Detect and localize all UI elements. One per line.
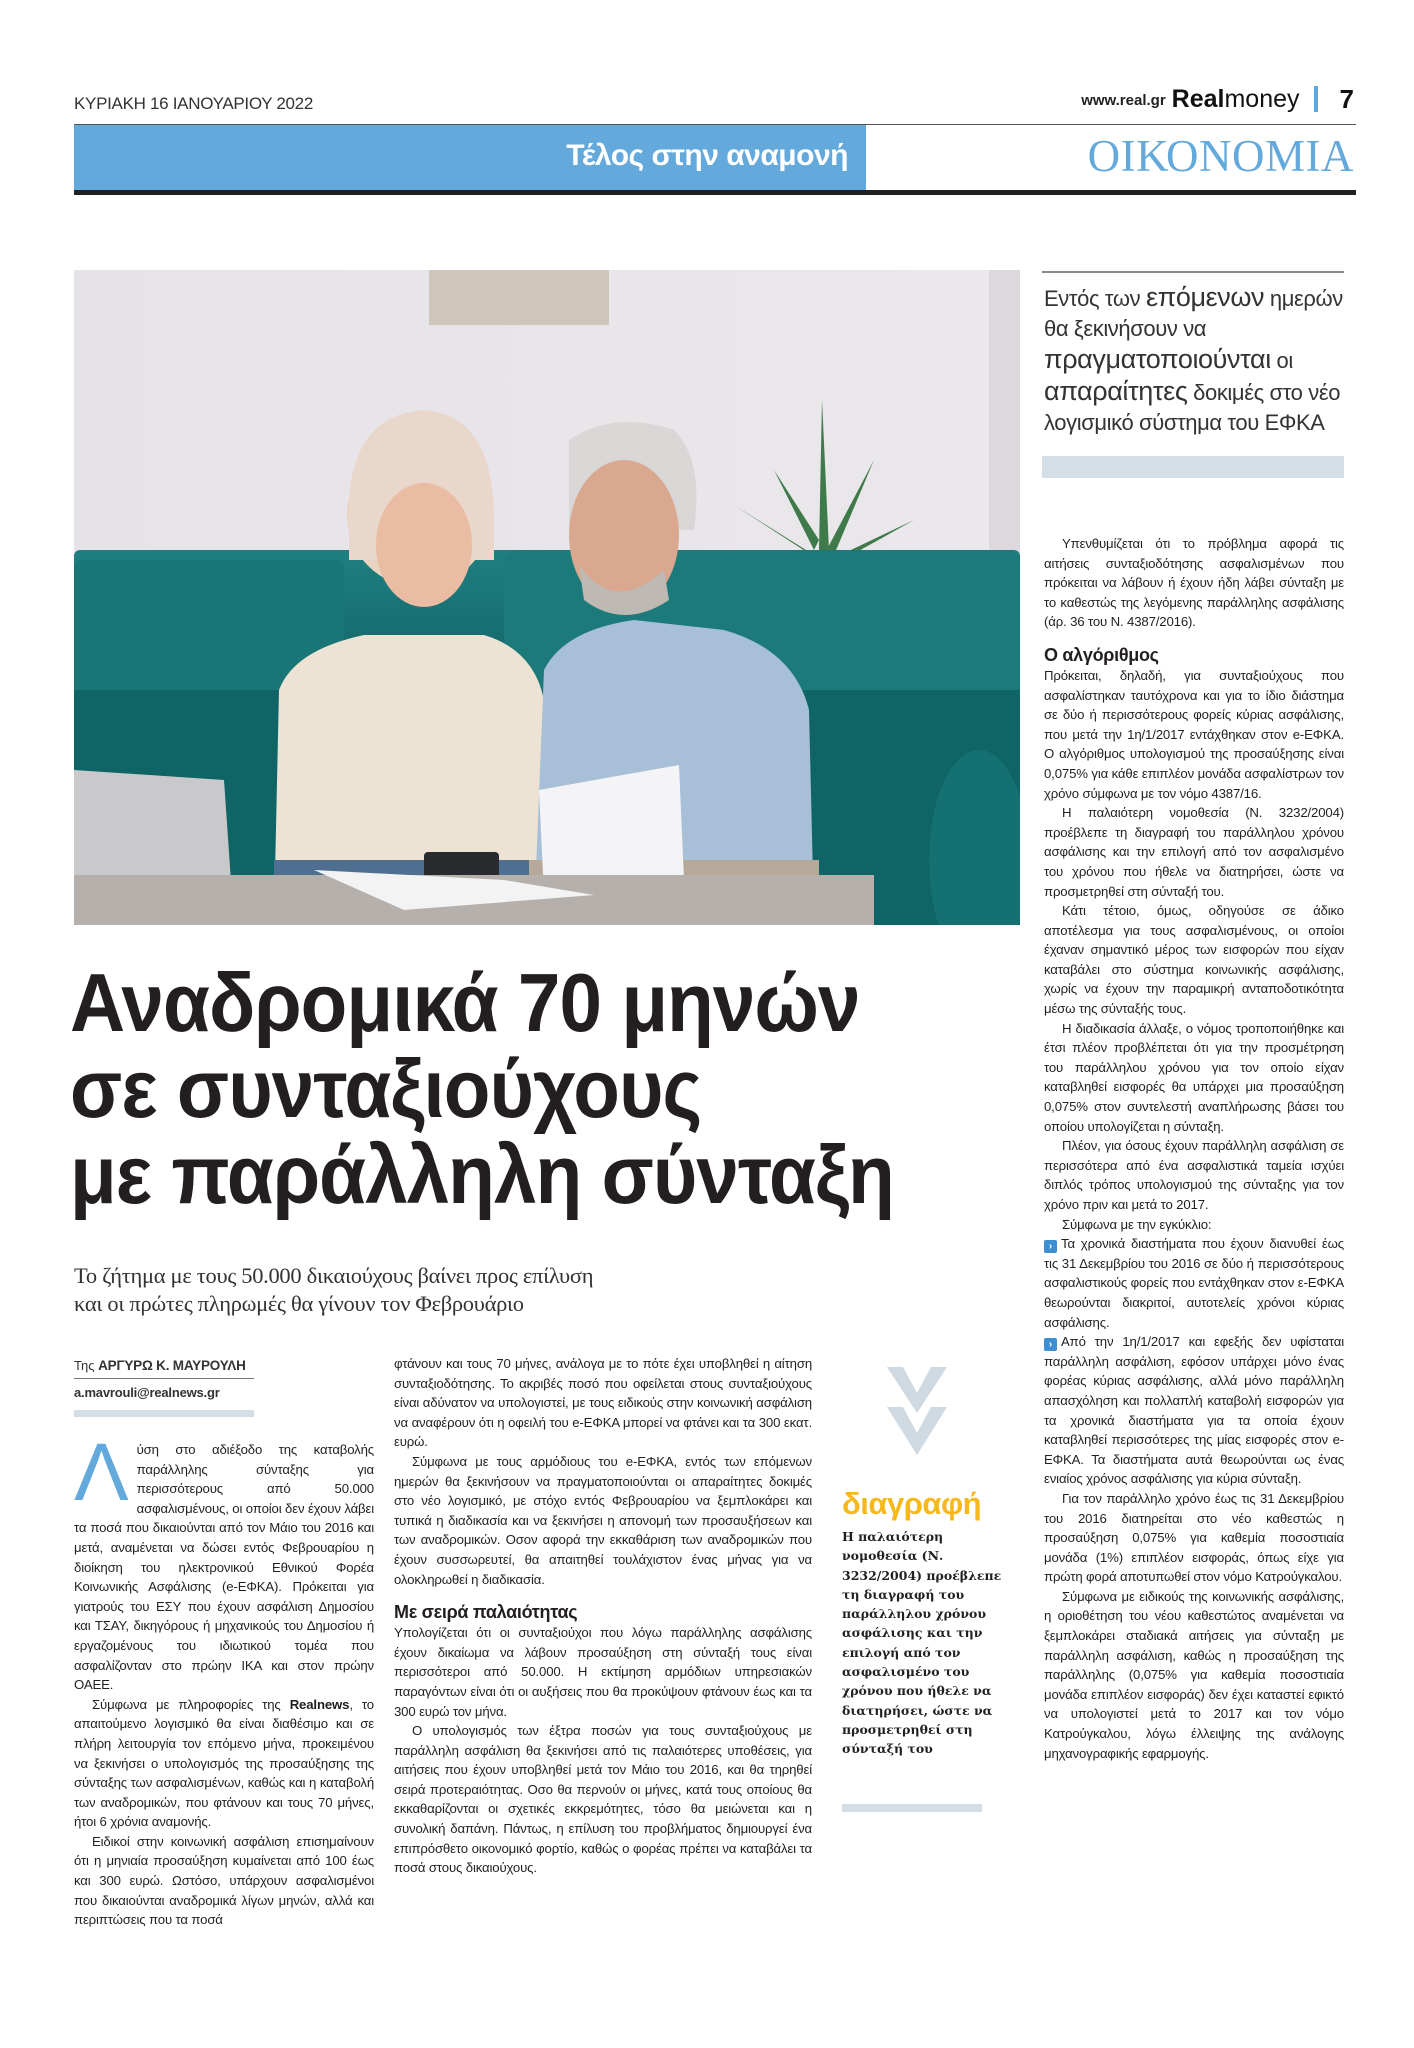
article-headline: Αναδρομικά 70 μηνών σε συνταξιούχους με παράλληλη σύνταξη — [70, 956, 894, 1221]
subheading-seniority: Με σειρά παλαιότητας — [394, 1602, 578, 1623]
bullet-item: › Από την 1η/1/2017 και εφεξής δεν υφίσταται παράλληλη ασφάλιση, εφόσον υπάρχει μόνο ένας φορέας κύριας ασφάλισης, αλλά μόνο παράλληλη απασχόληση και πολλαπλή καταβολή εισφορών για τα χρονικά διαστήματα για τα οποία έχουν καταβληθεί περισσότερες της μίας εισφορές στον e-ΕΦΚΑ. Τα διαστήματα αυτά θεωρούνται ως ένας ενιαίος χρόνος ασφάλισης για κύρια σύνταξη. — [1044, 1334, 1344, 1487]
arrow-bullet-icon: › — [1044, 1338, 1057, 1351]
subheading-algorithm: Ο αλγόριθμος — [1044, 644, 1159, 665]
paragraph: Για τον παράλληλο χρόνο έως τις 31 Δεκεμβρίου του 2016 διατηρείται στο νέο καθεστώς η προσαύξηση 0,075% για καθεμία ποσοστιαία μονάδα (1%) επιπλέον εισφοράς, όπως είχε για πρώτη φορά αποτυπωθεί στον νόμο Κατρούγκαλου. — [1044, 1490, 1344, 1585]
kicker-banner — [74, 125, 866, 190]
author-name: ΑΡΓΥΡΩ Κ. ΜΑΥΡΟΥΛΗ — [98, 1358, 246, 1373]
bullet-item: › Τα χρονικά διαστήματα που έχουν διανυθεί έως τις 31 Δεκεμβρίου του 2016 σε δύο ή περισσότερους ασφαλιστικούς φορείς που εντάχθηκαν στον ε-ΕΦΚΑ θεωρούνται διακριτοί, αυτοτελείς χρόνοι κύριας ασφάλισης. — [1044, 1236, 1344, 1330]
paragraph: Πρόκειται, δηλαδή, για συνταξιούχους που ασφαλίστηκαν ταυτόχρονα και για το ίδιο διάστημα σε δύο ή περισσότερους φορείς κύριας ασφάλισης, που μετά την 1η/1/2017 εντάχθηκαν στον e-ΕΦΚΑ. Ο αλγόριθμος υπολογισμού της προσαύξησης είναι 0,075% για κάθε επιπλέον μονάδα ασφαλίστρων τον χρόνο σύμφωνα με τον νόμο 4387/16. — [1044, 667, 1344, 801]
paragraph: Ο υπολογισμός των έξτρα ποσών για τους συνταξιούχους με παράλληλη ασφάλιση θα ξεκινήσει από τις παλαιότερες υποθέσεις, για αιτήσεις που έχουν υποβληθεί μετά τον Μάιο του 2016, και θα τηρηθεί σειρά προτεραιότητας. Οσο θα περνούν οι μήνες, κατά τους οποίους θα εκκαθαρίζονται οι σχετικές εκκρεμότητες, τόσο θα μειώνεται και η συνολική δαπάνη. Πάντως, η επίλυση του προβλήματος δημιουργεί ένα επιπρόσθετο οικονομικό φορτίο, καθώς ο φορέας πρέπει να καταβάλει τα ποσά στους δικαιούχους. — [394, 1723, 812, 1876]
paragraph: Ειδικοί στην κοινωνική ασφάλιση επισημαίνουν ότι η μηνιαία προσαύξηση κυμαίνεται από 100 έως και 300 ευρώ. Ωστόσο, υπάρχουν ασφαλισμένοι που δικαιούνται αναδρομικά λίγων μηνών, αλλά και περιπτώσεις που τα ποσά — [74, 1833, 374, 1928]
paragraph: Η διαδικασία άλλαξε, ο νόμος τροποποιήθηκε και έτσι πλέον προβλέπεται ότι για την προσμέτρηση του παράλληλου χρόνου για τον οποίο είχαν καταβληθεί εισφορές θα υπάρχει μια προσαύξηση 0,075% στον συντελεστή αναπλήρωσης βάσει του οποίου υπολογίζεται η σύνταξη. — [1044, 1020, 1344, 1134]
middle-column — [394, 1354, 812, 1878]
pullquote-top-rule — [1042, 271, 1344, 273]
sidebox-text: Η παλαιότερη νομοθεσία (Ν. 3232/2004) προέβλεπε τη διαγραφή του παράλληλου χρόνου ασφάλισης και την επιλογή από τον ασφαλισμένο του χρόνου που ήθελε να διατηρήσει, ώστε να προσμετρηθεί στη σύνταξή του — [842, 1529, 1002, 1757]
paragraph: Σύμφωνα με πληροφορίες της Realnews, το απαιτούμενο λογισμικό θα είναι διαθέσιμο και σε πλήρη λειτουργία τον επόμενο μήνα, προκειμένου να ξεκινήσει ο υπολογισμός της προσαύξησης της σύνταξης των ασφαλισμένων, καθώς και η καταβολή των αναδρομικών, που φτάνουν και τους 70 μήνες, ήτοι 6 χρόνια αναμονής. — [74, 1696, 374, 1830]
drop-cap: Λ — [74, 1427, 129, 1518]
byline-rule — [74, 1378, 254, 1379]
pullquote: Εντός των επόμενων ημερών θα ξεκινήσουν να πραγματοποιούνται οι απαραίτητες δοκιμές στο νέο λογισμικό σύστημα του ΕΦΚΑ — [1044, 282, 1343, 435]
page-number: 7 — [1339, 84, 1354, 114]
issue-date: ΚΥΡΙΑΚΗ 16 ΙΑΝΟΥΑΡΙΟΥ 2022 — [74, 94, 313, 113]
brand-real: Real — [1171, 85, 1225, 113]
paragraph: Πλέον, για όσους έχουν παράλληλη ασφάλιση σε περισσότερα από ένα ασφαλιστικά ταμεία ισχύει διπλός τρόπος υπολογισμού της σύνταξης για τον χρόνο πριν και μετά το 2017. — [1044, 1138, 1344, 1212]
article-subheadline: Το ζήτημα με τους 50.000 δικαιούχους βαίνει προς επίλυση και οι πρώτες πληρωμές θα γίνουν τον Φεβρουάριο — [74, 1263, 594, 1316]
paragraph: Υπολογίζεται ότι οι συνταξιούχοι που λόγω παράλληλης ασφάλισης έχουν δικαίωμα να λάβουν προσαύξηση στη σύνταξή τους είναι περισσότεροι από 50.000. Η εκτίμηση αρμόδιων υπηρεσιακών παραγόντων είναι ότι οι αυξήσεις που θα προκύψουν φτάνουν έως και τα 300 ευρώ τον μήνα. — [394, 1625, 812, 1719]
section-title: ΟΙΚΟΝΟΜΙΑ — [1087, 131, 1354, 181]
kicker-text: Τέλος στην αναμονή — [566, 139, 848, 172]
brand-money: money — [1224, 85, 1300, 113]
paragraph: Η παλαιότερη νομοθεσία (Ν. 3232/2004) προέβλεπε τη διαγραφή του παράλληλου χρόνου ασφάλισης και την επιλογή από τον ασφαλισμένο του χρόνου που ήθελε να διατηρήσει, ώστε να προσμετρηθεί στη σύνταξή του. — [1044, 805, 1344, 899]
sidebox-bar — [842, 1804, 982, 1812]
paragraph: φτάνουν και τους 70 μήνες, ανάλογα με το πότε έχει υποβληθεί η αίτηση συνταξιοδότησης. Το ακριβές ποσό που οφείλεται στους συνταξιούχους είναι αδύνατον να υπολογιστεί, με τους ειδικούς στην κοινωνική ασφάλιση να αναφέρουν ότι η οφειλή του e-ΕΦΚΑ μπορεί να φτάνει και τα 300 εκατ. ευρώ. — [394, 1356, 812, 1450]
site-url: www.real.gr — [1081, 92, 1166, 109]
brand-block — [1081, 86, 1354, 112]
double-chevron-down-icon — [883, 1363, 951, 1459]
paragraph: Σύμφωνα με την εγκύκλιο: — [1062, 1216, 1212, 1232]
lead-paragraph: Λύση στο αδιέξοδο της καταβολής παράλληλης σύνταξης για περισσότερους από 50.000 ασφαλισμένους, οι οποίοι δεν έχουν λάβει τα ποσά που δικαιούνται από τον Μάιο του 2016 και μετά, αναμένεται να δώσει εντός Φεβρουαρίου η διοίκηση του ηλεκτρονικού Εθνικού Φορέα Κοινωνικής Ασφάλισης (e-ΕΦΚΑ). Πρόκειται για γιατρούς του ΕΣΥ που έχουν ασφάλιση Δημοσίου και ΤΣΑΥ, δικηγόρους ή μηχανικούς του Δημοσίου ή εργαζομένους του ιδιωτικού τομέα που ασφαλίζονταν στο πρώην ΙΚΑ και στον πρώην ΟΑΕΕ. — [74, 1427, 374, 1693]
author-email[interactable]: a.mavrouli@realnews.gr — [74, 1385, 220, 1400]
article-photo — [74, 270, 1020, 925]
left-column — [74, 1427, 374, 1930]
brand-divider — [1314, 86, 1318, 112]
byline-bar — [74, 1410, 254, 1417]
right-column — [1044, 534, 1344, 1763]
header-bottom-rule — [74, 190, 1356, 195]
arrow-bullet-icon: › — [1044, 1240, 1057, 1253]
byline: Της ΑΡΓΥΡΩ Κ. ΜΑΥΡΟΥΛΗ a.mavrouli@realnews.gr — [74, 1358, 254, 1417]
paragraph: Σύμφωνα με ειδικούς της κοινωνικής ασφάλισης, η οριοθέτηση του νέου καθεστώτος αναμένεται να ξεμπλοκάρει σταδιακά αιτήσεις για σύνταξη με παράλληλη ασφάλιση, καθώς η προσαύξηση της παράλληλης (0,075% για καθεμία ποσοστιαία μονάδα επιπλέον εισφοράς) δεν έχει καταστεί εφικτό να υπολογιστεί μετά το 2017 και τον νόμο Κατρούγκαλου, λόγω έλλειψης της ανάλογης μηχανογραφικής εφαρμογής. — [1044, 1588, 1344, 1761]
couple-photo-illustration — [74, 270, 1020, 925]
sidebox-title: διαγραφή — [842, 1486, 982, 1521]
paragraph: Σύμφωνα με τους αρμόδιους του e-ΕΦΚΑ, εντός των επόμενων ημερών θα ξεκινήσουν να πραγματοποιούνται οι απαραίτητες δοκιμές στο νέο λογισμικό, με στόχο εντός Φεβρουαρίου να ξεμπλοκάρει και τυπικά η διαδικασία και να ξεκινήσει η απονομή των προσαυξήσεων και των αναδρομικών. Οσον αφορά την εκκαθάριση των αναδρομικών που έχουν συσσωρευτεί, θα απαιτηθεί τουλάχιστον ένας μήνας για να ολοκληρωθεί η διαδικασία. — [394, 1453, 812, 1587]
paragraph: Υπενθυμίζεται ότι το πρόβλημα αφορά τις αιτήσεις συνταξιοδότησης ασφαλισμένων που πρόκειται να λάβουν ή έχουν ήδη λάβει σύνταξη με το καθεστώς της λεγόμενης παράλληλης ασφάλισης (άρ. 36 του Ν. 4387/2016). — [1044, 536, 1344, 630]
pullquote-bottom-bar — [1042, 456, 1344, 478]
paragraph: Κάτι τέτοιο, όμως, οδηγούσε σε άδικο αποτέλεσμα για τους ασφαλισμένους, οι οποίοι έχαναν σημαντικό μέρος των εισφορών που είχαν καταβάλει στο σύστημα κοινωνικής ασφάλισης, χωρίς να έχουν την παραμικρή ανταποδοτικότητα μέσω της σύνταξής τους. — [1044, 903, 1344, 1017]
